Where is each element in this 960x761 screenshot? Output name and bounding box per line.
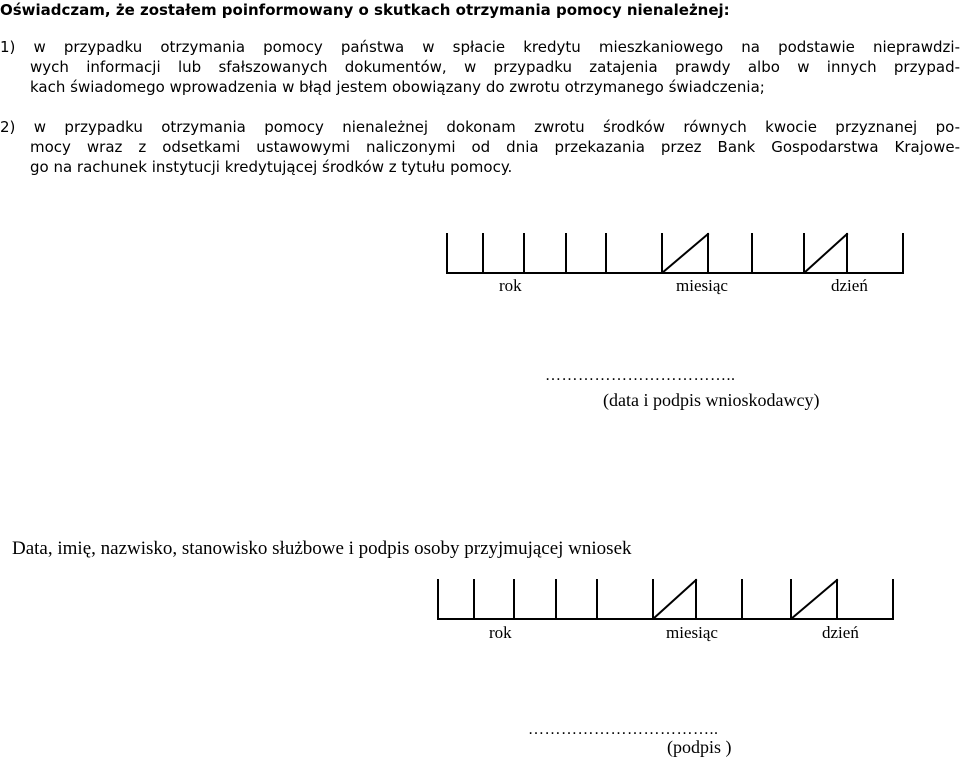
date-boxes-graphic [437, 578, 897, 620]
point-2-line: 2) w przypadku otrzymania pomocy nienależnej dokonam zwrotu środków równych kwocie przyznanej po- [0, 118, 960, 136]
applicant-month-label: miesiąc [676, 276, 728, 295]
point-2-line: go na rachunek instytucji kredytującej środków z tytułu pomocy. [30, 158, 513, 176]
applicant-date-field[interactable] [446, 232, 906, 274]
acceptance-signature-caption: (podpis ) [667, 737, 732, 757]
point-2-line: mocy wraz z odsetkami ustawowymi naliczonymi od dnia przekazania przez Bank Gospodarstwa Krajowe- [30, 138, 960, 156]
point-1-line: 1) w przypadku otrzymania pomocy państwa w spłacie kredytu mieszkaniowego na podstawie nieprawdzi- [0, 38, 960, 56]
acceptance-year-label: rok [489, 623, 512, 642]
declaration-point-2 [0, 117, 960, 177]
acceptance-month-label: miesiąc [666, 623, 718, 642]
acceptance-day-label: dzień [822, 623, 859, 642]
date-boxes-graphic [446, 232, 906, 274]
point-1-line: wych informacji lub sfałszowanych dokumentów, w przypadku zatajenia prawdy albo w innych przypad- [30, 58, 960, 76]
applicant-day-label: dzień [831, 276, 868, 295]
declaration-heading: Oświadczam, że zostałem poinformowany o skutkach otrzymania pomocy nienależnej: [0, 1, 730, 19]
acceptance-date-field[interactable] [437, 578, 897, 620]
applicant-signature-line[interactable]: …………………………….. [545, 367, 736, 384]
applicant-signature-caption: (data i podpis wnioskodawcy) [603, 390, 820, 410]
acceptance-signature-line[interactable]: …………………………….. [528, 721, 719, 738]
declaration-point-1 [0, 37, 960, 97]
point-1-line: kach świadomego wprowadzenia w błąd jestem obowiązany do zwrotu otrzymanego świadczenia; [30, 78, 765, 96]
acceptance-label: Data, imię, nazwisko, stanowisko służbowe i podpis osoby przyjmującej wniosek [12, 538, 632, 559]
applicant-year-label: rok [499, 276, 522, 295]
